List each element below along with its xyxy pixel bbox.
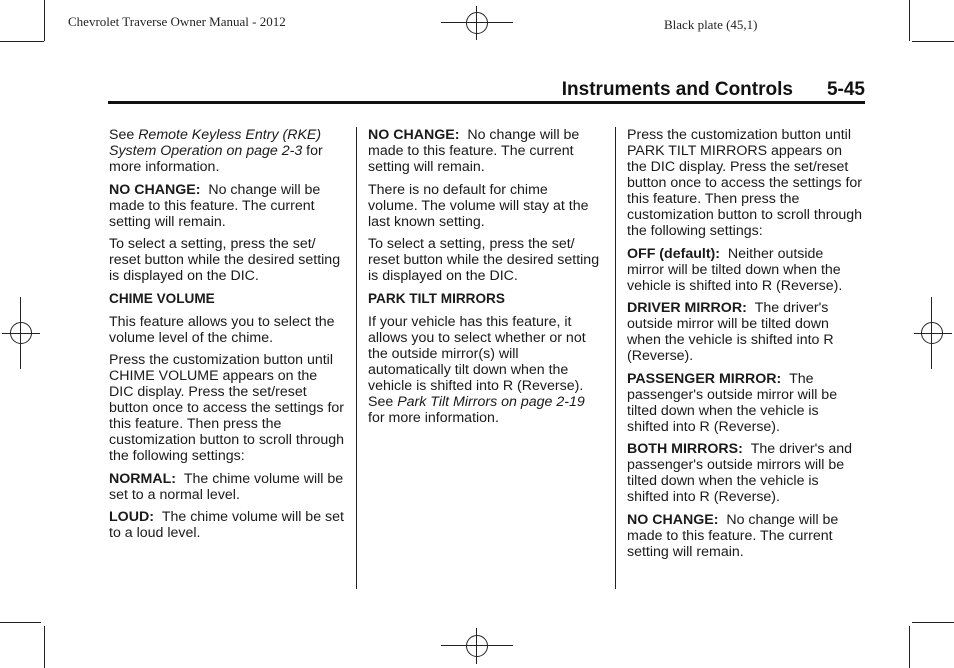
rke-link[interactable]: Remote Keyless Entry (RKE) System Operation on page 2-3 bbox=[109, 127, 322, 159]
chime-volume-description: This feature allows you to select the volume level of the chime. bbox=[109, 313, 335, 346]
no-change-item: NO CHANGE: No change will be made to this feature. The current setting will remain. bbox=[627, 511, 839, 560]
crop-mark-top-right-h bbox=[912, 41, 954, 42]
crop-mark-bottom-left-h bbox=[0, 622, 41, 623]
crop-mark-bottom-right-h bbox=[912, 622, 954, 623]
column-3 bbox=[627, 127, 863, 566]
park-tilt-link[interactable]: Park Tilt Mirrors on page 2-19 bbox=[397, 393, 585, 410]
column-divider-2 bbox=[615, 127, 616, 589]
park-tilt-instructions: Press the customization button until PARK TILT MIRRORS appears on the DIC display. Press the set/reset button once to access the settings for this feature. Then press the customization button to scroll through the following settings: bbox=[627, 127, 863, 239]
select-instruction: To select a setting, press the set/ reset button while the desired setting is displayed on the DIC. bbox=[368, 236, 600, 284]
default-note: There is no default for chime volume. The volume will stay at the last known setting. bbox=[368, 181, 589, 230]
loud-item: LOUD: The chime volume will be set to a loud level. bbox=[109, 509, 344, 541]
column-divider-1 bbox=[356, 127, 357, 589]
select-instruction: To select a setting, press the set/ reset button while the desired setting is displayed on the DIC. bbox=[109, 236, 341, 284]
column-1 bbox=[109, 127, 345, 548]
no-change-item: NO CHANGE: No change will be made to this feature. The current setting will remain. bbox=[368, 127, 580, 175]
plate-label: Black plate (45,1) bbox=[664, 17, 758, 32]
crop-mark-top-right-v bbox=[909, 0, 910, 41]
park-tilt-mirrors-heading: PARK TILT MIRRORS bbox=[368, 290, 505, 306]
passenger-mirror-item: PASSENGER MIRROR: The passenger's outside mirror will be tilted down when the vehicle is shifted into R (Reverse). bbox=[627, 370, 838, 435]
page-number: 5-45 bbox=[826, 79, 865, 100]
both-mirrors-item: BOTH MIRRORS: The driver's and passenger's outside mirrors will be tilted down when the vehicle is shifted into R (Reverse). bbox=[627, 441, 853, 505]
section-title: Instruments and Controls bbox=[561, 79, 793, 100]
crop-mark-top-left-h bbox=[0, 41, 44, 42]
normal-item: NORMAL: The chime volume will be set to a normal level. bbox=[109, 470, 344, 503]
crop-mark-bottom-right-v bbox=[909, 626, 910, 668]
driver-mirror-item: DRIVER MIRROR: The driver's outside mirror will be tilted down when the vehicle is shifted into R (Reverse). bbox=[627, 300, 834, 364]
crop-mark-bottom-left-v bbox=[44, 626, 45, 668]
crop-mark-top-left-v bbox=[44, 0, 45, 41]
column-2 bbox=[368, 127, 601, 432]
manual-title: Chevrolet Traverse Owner Manual - 2012 bbox=[68, 14, 286, 29]
no-change-item: NO CHANGE: No change will be made to this feature. The current setting will remain. bbox=[109, 181, 321, 230]
park-tilt-description: If your vehicle has this feature, it allows you to select whether or not the outside mirror(s) will automatically tilt down when the vehicle is shifted into R (Reverse). See Park Tilt Mirrors on page 2-19 for more information. bbox=[368, 313, 586, 426]
off-default-item: OFF (default): Neither outside mirror will be tilted down when the vehicle is shifted into R (Reverse). bbox=[627, 245, 843, 294]
header-rule bbox=[108, 101, 865, 104]
chime-volume-heading: CHIME VOLUME bbox=[109, 290, 215, 306]
chime-volume-instructions: Press the customization button until CHIME VOLUME appears on the DIC display. Press the set/reset button once to access the settings for this feature. Then press the customization button to scroll through the following settings: bbox=[109, 352, 345, 464]
section-header bbox=[108, 79, 865, 101]
rke-reference: See Remote Keyless Entry (RKE) System Operation on page 2-3 for more information. bbox=[109, 127, 323, 175]
